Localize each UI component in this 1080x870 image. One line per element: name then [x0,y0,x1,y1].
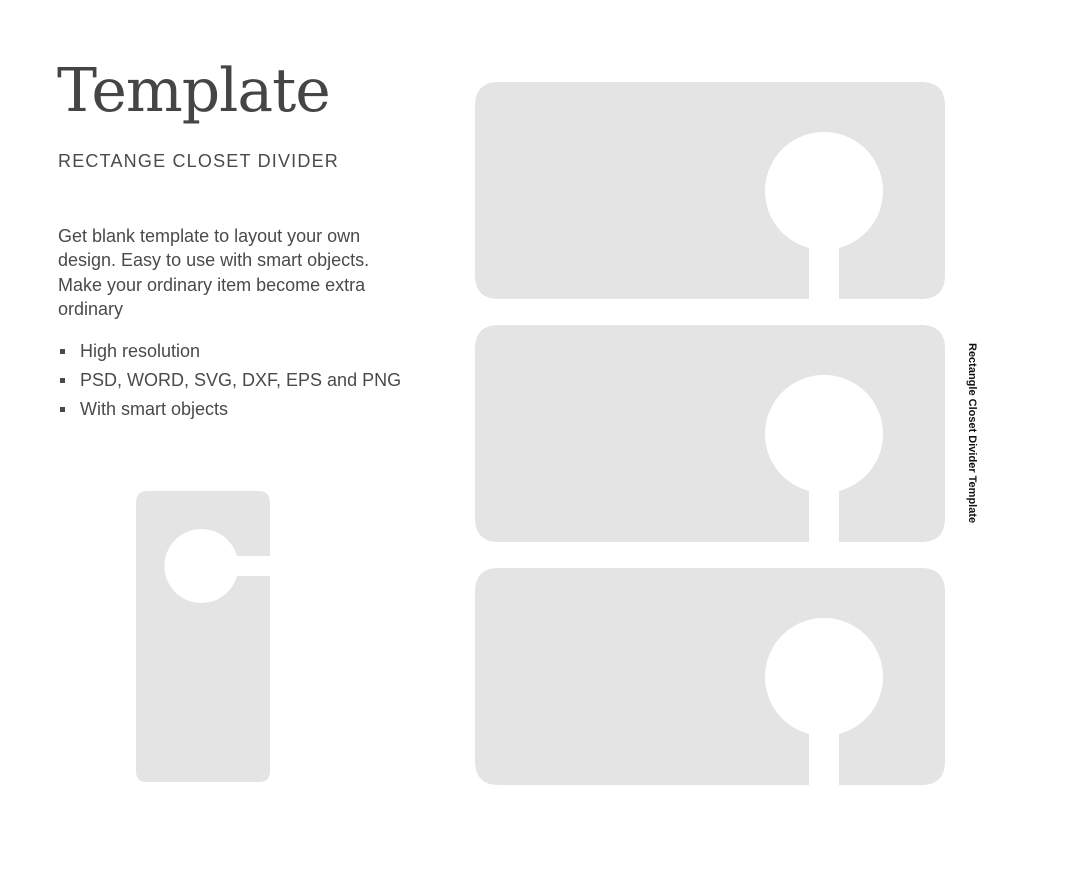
description-text: Get blank template to layout your own design. Easy to use with smart objects. Make your ordinary item become extra ordinary [58,226,370,319]
feature-item [58,395,401,424]
horizontal-divider-shape-2 [475,325,946,543]
bullet-icon [60,407,65,412]
feature-list [58,337,401,424]
feature-label: High resolution [80,341,201,361]
bullet-icon [60,378,65,383]
vertical-divider-shape [135,491,271,783]
page-title: Template [57,56,330,126]
feature-item [58,366,401,395]
feature-label: PSD, WORD, SVG, DXF, EPS and PNG [80,370,402,390]
page-subtitle: RECTANGE CLOSET DIVIDER [58,151,339,171]
side-label: Rectangle Closet Divider Template [966,343,978,524]
feature-item [58,337,401,366]
horizontal-divider-shape-3 [475,568,946,786]
bullet-icon [60,349,65,354]
horizontal-divider-shape-1 [475,82,946,300]
feature-label: With smart objects [80,399,229,419]
